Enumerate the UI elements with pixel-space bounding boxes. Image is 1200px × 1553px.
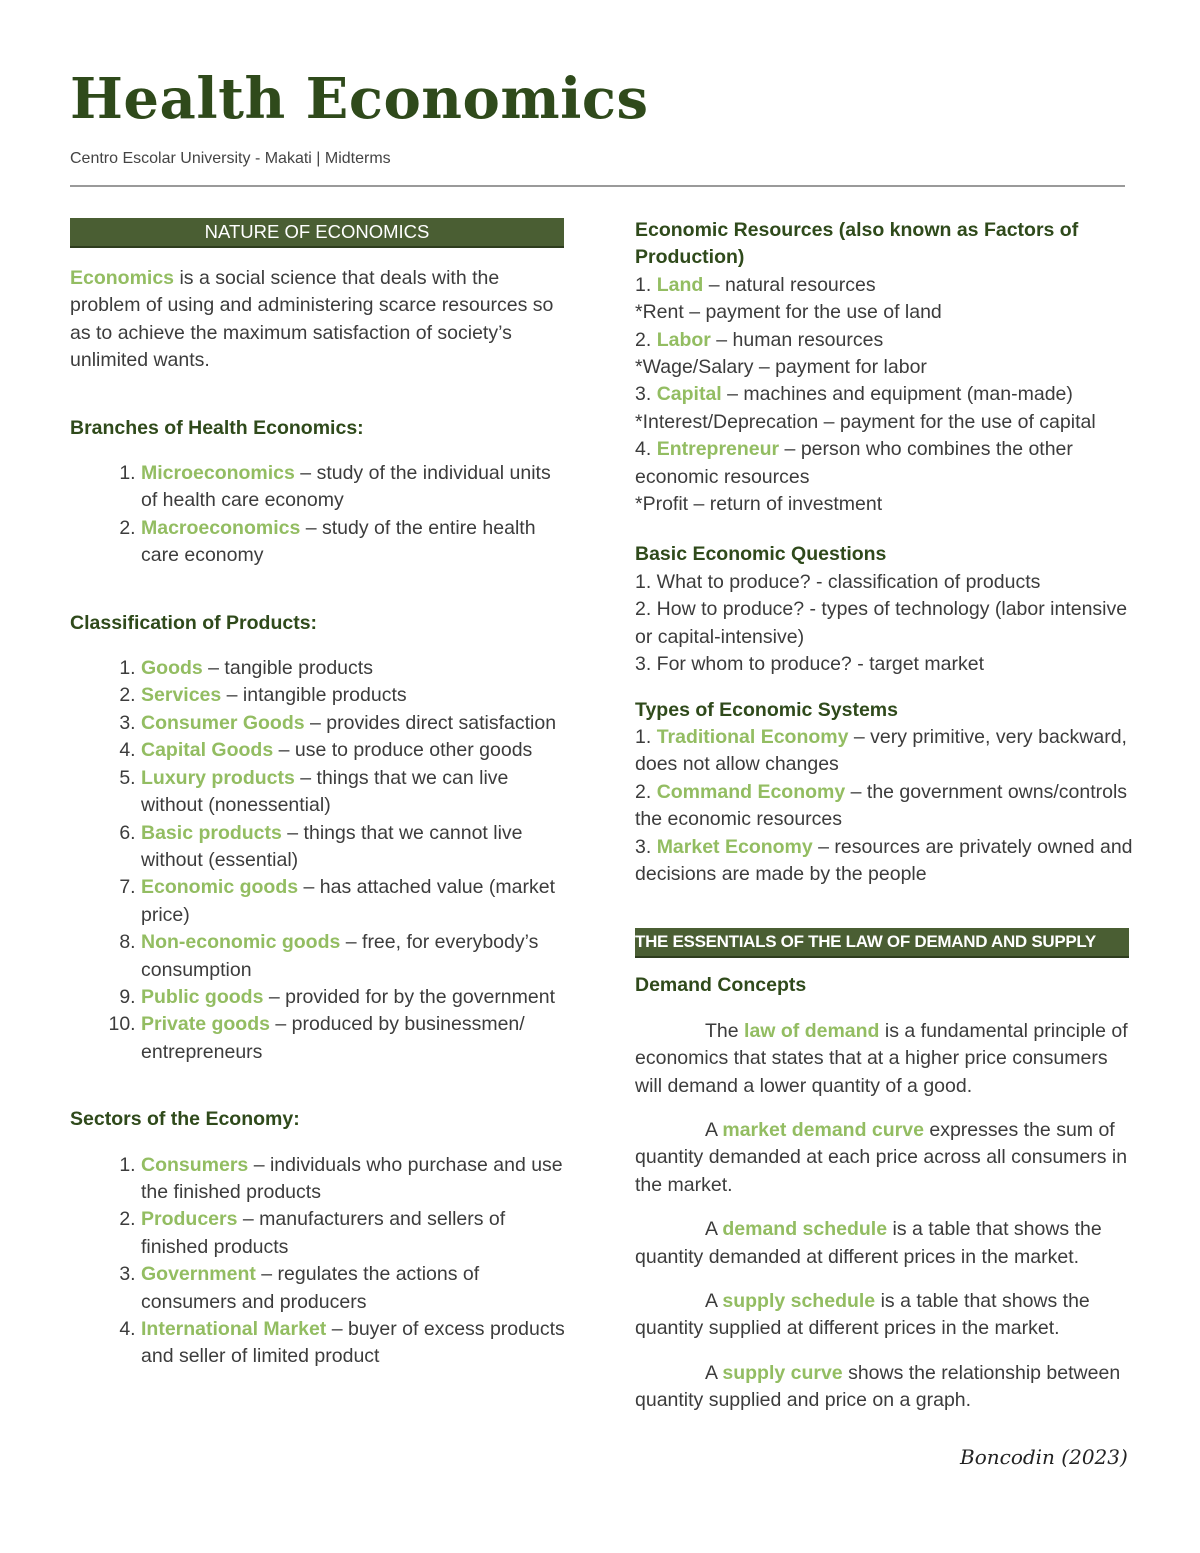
demand-heading: Demand Concepts (635, 974, 807, 997)
definition: – individuals who purchase and use the finished products (141, 1153, 563, 1203)
resource-note: *Wage/Salary – payment for labor (635, 356, 927, 379)
term: Capital (656, 383, 722, 406)
definition: – study of the entire health care economy (141, 516, 536, 567)
document-title: Health Economics (70, 66, 649, 132)
question-item: 3. For whom to produce? - target market (635, 653, 984, 676)
list-item (141, 984, 570, 1011)
economics-definition-text: is a social science that deals with the problem of using and administering scarce resources so as to achieve the maximum satisfaction of society’s unlimited wants. (70, 267, 554, 372)
resources-heading: Economic Resources (also known as Factors of Production) (635, 219, 1079, 269)
resource-note: *Rent – payment for the use of land (635, 301, 942, 324)
header-divider (70, 185, 1125, 187)
term: market demand curve (722, 1118, 924, 1141)
concept-paragraph: A market demand curve expresses the sum of quantity demanded at each price across all consumers in the market. (635, 1118, 1128, 1196)
definition: – the government owns/controls the economic resources (635, 780, 1128, 831)
concept-paragraph: A supply curve shows the relationship between quantity supplied and price on a graph. (635, 1361, 1121, 1412)
list-item (141, 682, 570, 709)
term: Non-economic goods (141, 931, 341, 954)
term: Macroeconomics (141, 516, 301, 539)
term: Basic products (141, 821, 282, 844)
question-item: 2. How to produce? - types of technology (labor intensive or capital-intensive) (635, 598, 1128, 648)
definition: – buyer of excess products and seller of limited product (141, 1318, 565, 1368)
concept-paragraph: A supply schedule is a table that shows the quantity supplied at different prices in the market. (635, 1290, 1090, 1340)
list-item (141, 1261, 570, 1316)
author-signature: Boncodin (2023) (960, 1445, 1128, 1469)
definition: – produced by businessmen/ entrepreneurs (141, 1013, 525, 1063)
definition: – resources are privately owned and decisions are made by the people (635, 835, 1133, 885)
document-subtitle: Centro Escolar University - Makati | Midterms (70, 150, 391, 167)
systems-heading: Types of Economic Systems (635, 698, 898, 721)
term: demand schedule (722, 1218, 888, 1241)
definition: – study of the individual units of health care economy (141, 462, 551, 512)
list-item (141, 710, 570, 737)
resource-note: *Profit – return of investment (635, 493, 883, 516)
definition: – human resources (710, 328, 884, 351)
section-banner-demand-supply: THE ESSENTIALS OF THE LAW OF DEMAND AND SUPPLY (635, 928, 1129, 958)
definition: – person who combines the other economic resources (635, 438, 1073, 488)
question-item: 1. What to produce? - classification of products (635, 570, 1041, 593)
resource-item: 2. Labor – human resources (635, 328, 884, 351)
definition: – things that we can live without (nonessential) (141, 766, 509, 817)
system-item: 1. Traditional Economy – very primitive, very backward, does not allow changes (635, 725, 1127, 776)
list-item (141, 737, 570, 764)
list-item (141, 655, 570, 682)
term: law of demand (744, 1019, 880, 1042)
definition: – tangible products (202, 657, 373, 680)
section-banner-nature: NATURE OF ECONOMICS (70, 218, 564, 248)
term: Labor (656, 328, 711, 351)
list-item (141, 515, 570, 570)
products-heading: Classification of Products: (70, 611, 318, 634)
branches-list (70, 460, 570, 570)
products-list (70, 655, 570, 1066)
concept-paragraph: The law of demand is a fundamental principle of economics that states that at a higher price consumers will demand a lower quantity of a good. (635, 1019, 1128, 1097)
right-column (635, 218, 1135, 1415)
system-item: 2. Command Economy – the government owns/controls the economic resources (635, 780, 1128, 831)
term: Land (656, 273, 704, 296)
term: Consumer Goods (141, 711, 305, 734)
term: Command Economy (656, 780, 846, 803)
list-item (141, 1011, 570, 1066)
list-item (141, 1316, 570, 1371)
definition: – things that we cannot live without (essential) (141, 821, 523, 871)
term: supply schedule (722, 1290, 876, 1312)
definition: – very primitive, very backward, does not allow changes (635, 725, 1127, 776)
definition: – intangible products (221, 684, 407, 707)
term: Microeconomics (141, 462, 295, 485)
term: International Market (141, 1318, 327, 1340)
term: Private goods (141, 1013, 270, 1036)
resource-item: 1. Land – natural resources (635, 273, 876, 296)
term: Government (141, 1263, 256, 1286)
list-item (141, 1206, 570, 1261)
term: Luxury products (141, 766, 295, 789)
term: Consumers (141, 1153, 249, 1176)
list-item (141, 874, 570, 929)
definition: – regulates the actions of consumers and producers (141, 1263, 480, 1313)
left-column (70, 218, 570, 1371)
economics-definition (70, 265, 570, 375)
resource-note: *Interest/Deprecation – payment for the use of capital (635, 410, 1096, 433)
term: Economic goods (141, 876, 299, 899)
concept-paragraph: A demand schedule is a table that shows the quantity demanded at different prices in the market. (635, 1218, 1102, 1268)
sectors-heading: Sectors of the Economy: (70, 1108, 300, 1131)
branches-heading: Branches of Health Economics: (70, 416, 364, 439)
list-item (141, 1152, 570, 1207)
sectors-list (70, 1152, 570, 1371)
term: Market Economy (656, 835, 813, 858)
resource-item: 4. Entrepreneur – person who combines the other economic resources (635, 438, 1073, 488)
list-item (141, 820, 570, 875)
questions-heading: Basic Economic Questions (635, 543, 887, 566)
definition: – has attached value (market price) (141, 876, 555, 926)
list-item (141, 460, 570, 515)
term: Capital Goods (141, 739, 274, 762)
list-item (141, 765, 570, 820)
definition: – manufacturers and sellers of finished products (141, 1208, 506, 1258)
system-item: 3. Market Economy – resources are privately owned and decisions are made by the people (635, 835, 1133, 885)
term: Traditional Economy (656, 725, 849, 748)
definition: – free, for everybody’s consumption (141, 931, 539, 981)
definition: – use to produce other goods (273, 739, 533, 762)
resource-item: 3. Capital – machines and equipment (man-made) (635, 383, 1073, 406)
term: Public goods (141, 985, 264, 1008)
definition: – provided for by the government (263, 985, 556, 1008)
term: Services (141, 684, 222, 707)
list-item (141, 929, 570, 984)
term-economics: Economics (70, 267, 175, 289)
term: supply curve (722, 1361, 843, 1384)
term: Producers (141, 1208, 238, 1231)
definition: – natural resources (703, 273, 876, 296)
term: Goods (141, 657, 203, 680)
definition: – provides direct satisfaction (304, 711, 557, 734)
definition: – machines and equipment (man-made) (721, 383, 1073, 406)
term: Entrepreneur (656, 438, 780, 461)
